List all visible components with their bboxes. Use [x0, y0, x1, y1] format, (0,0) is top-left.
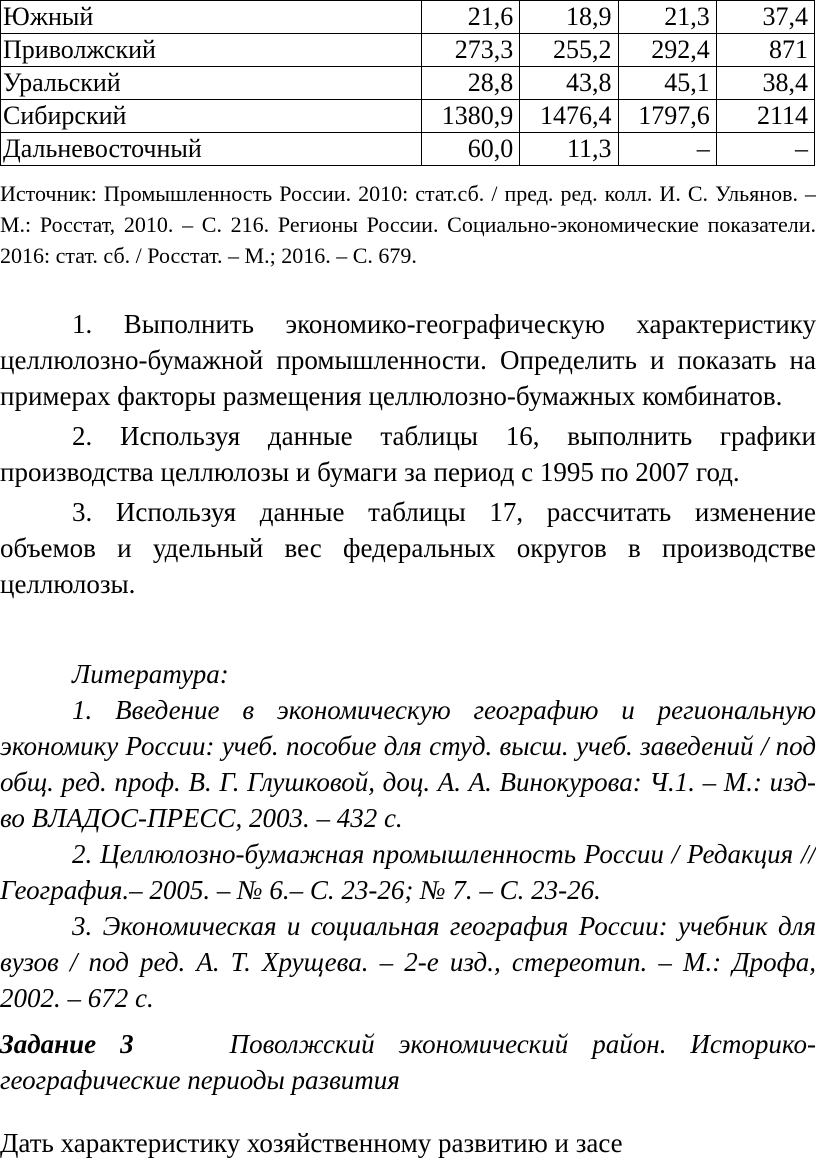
region-cell: Дальневосточный [1, 133, 422, 166]
task-list [0, 306, 816, 602]
table-row [1, 133, 815, 166]
table-row [1, 100, 815, 133]
value-cell: 2114 [716, 100, 814, 133]
value-cell: 21,3 [618, 1, 716, 34]
body-paragraph: Дать характеристику хозяйственному развитию и засе [0, 1128, 623, 1158]
literature-item: 2. Целлюлозно-бумажная промышленность России / Редакция // География.– 2005. – № 6.– С. 23-26; № 7. – С. 23-26. [0, 839, 816, 905]
assignment-title: Поволжский экономический район. Историко-географические периоды развития [0, 1029, 816, 1095]
value-cell: 1380,9 [422, 100, 520, 133]
value-cell: 60,0 [422, 133, 520, 166]
value-cell: 45,1 [618, 67, 716, 100]
value-cell: 38,4 [716, 67, 814, 100]
assignment-label: Задание 3 [0, 1029, 134, 1059]
value-cell: 18,9 [520, 1, 618, 34]
region-cell: Сибирский [1, 100, 422, 133]
region-cell: Уральский [1, 67, 422, 100]
task-item: 2. Используя данные таблицы 16, выполнить графики производства целлюлозы и бумаги за период с 1995 по 2007 год. [0, 421, 816, 487]
table-row [1, 34, 815, 67]
value-cell: 37,4 [716, 1, 814, 34]
assignment-heading [0, 1026, 816, 1098]
value-cell: 28,8 [422, 67, 520, 100]
data-table [0, 0, 815, 166]
task-item: 1. Выполнить экономико-географическую характеристику целлюлозно-бумажной промышленности. Определить и показать на примерах факторы размещения целлюлозно-бумажных комбинатов. [0, 309, 816, 411]
value-cell: 11,3 [520, 133, 618, 166]
value-cell: – [716, 133, 814, 166]
value-cell: 273,3 [422, 34, 520, 67]
literature-heading: Литература: [72, 659, 229, 689]
value-cell: 255,2 [520, 34, 618, 67]
value-cell: 21,6 [422, 1, 520, 34]
value-cell: 1476,4 [520, 100, 618, 133]
value-cell: 871 [716, 34, 814, 67]
table-row [1, 1, 815, 34]
table-row [1, 67, 815, 100]
value-cell: – [618, 133, 716, 166]
literature-item: 1. Введение в экономическую географию и региональную экономику России: учеб. пособие для студ. высш. учеб. заведений / под общ. ред. проф. В. Г. Глушковой, доц. А. А. Винокурова: Ч.1. – М.: изд-во ВЛАДОС-ПРЕСС, 2003. – 432 с. [0, 695, 816, 833]
region-cell: Южный [1, 1, 422, 34]
literature-section [0, 656, 816, 1016]
value-cell: 43,8 [520, 67, 618, 100]
literature-item: 3. Экономическая и социальная география России: учебник для вузов / под ред. А. Т. Хрущева. – 2-е изд., стереотип. – М.: Дрофа, 2002. – 672 с. [0, 911, 816, 1013]
value-cell: 292,4 [618, 34, 716, 67]
region-cell: Приволжский [1, 34, 422, 67]
task-item: 3. Используя данные таблицы 17, рассчитать изменение объемов и удельный вес федеральных округов в производстве целлюлозы. [0, 497, 816, 599]
table-source-note: Источник: Промышленность России. 2010: стат.сб. / пред. ред. колл. И. С. Ульянов. – М.: Росстат, 2010. – С. 216. Регионы России. Социально-экономические показатели. 2016: стат. сб. / Росстат. – М.; 2016. – С. 679. [0, 181, 816, 268]
value-cell: 1797,6 [618, 100, 716, 133]
